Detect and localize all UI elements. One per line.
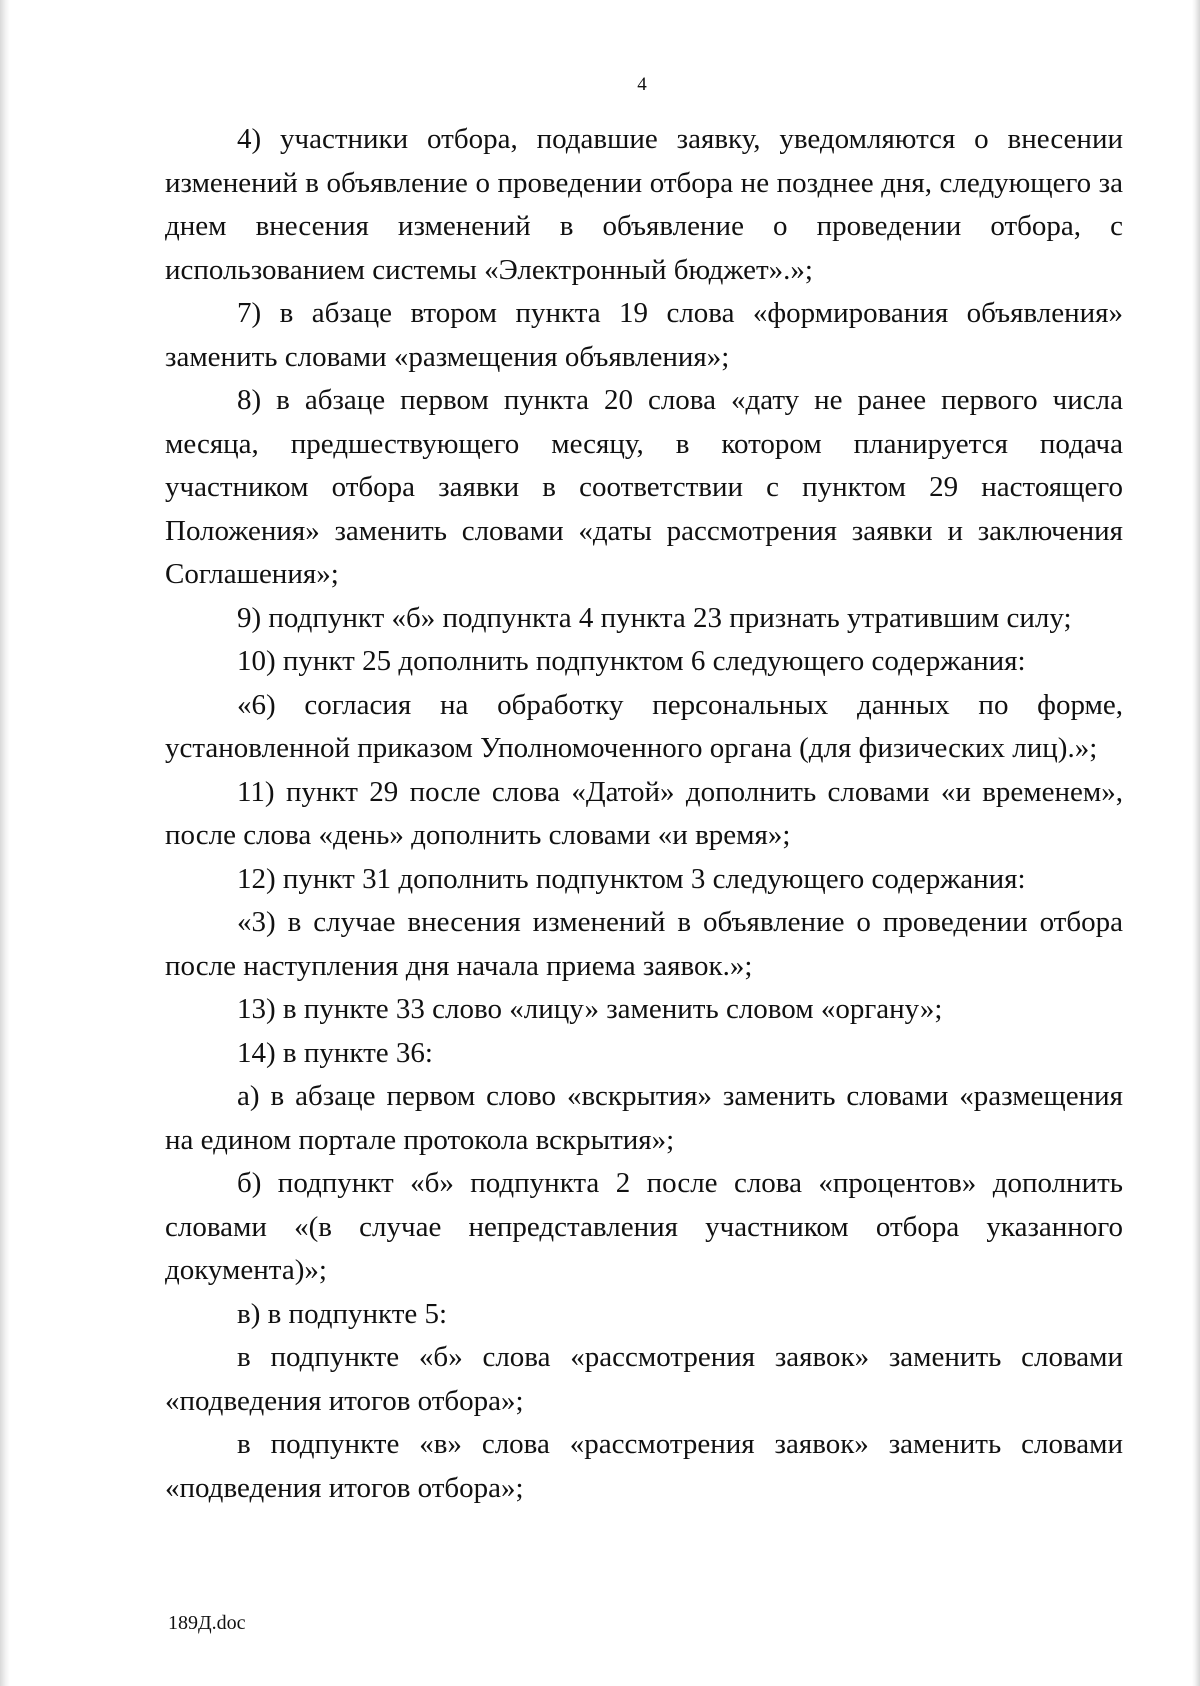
file-name-footer: 189Д.doc xyxy=(168,1612,246,1634)
paragraph-subitem-v-b: в подпункте «б» слова «рассмотрения заявок» заменить словами «подведения итогов отбора»; xyxy=(165,1341,1123,1417)
document-body xyxy=(165,118,1123,1510)
paragraph-subitem-6: «6) согласия на обработку персональных данных по форме, установленной приказом Уполномоченного органа (для физических лиц).»; xyxy=(165,688,1123,764)
paragraph-subitem-v: в) в подпункте 5: xyxy=(237,1297,448,1330)
paragraph-item-14: 14) в пункте 36: xyxy=(237,1036,433,1069)
paragraph-item-4: 4) участники отбора, подавшие заявку, уведомляются о внесении изменений в объявление о проведении отбора не позднее дня, следующего за днем внесения изменений в объявление о проведении отбора, с использованием системы «Электронный бюджет».»; xyxy=(165,123,1123,286)
paragraph-subitem-a: а) в абзаце первом слово «вскрытия» заменить словами «размещения на едином портале протокола вскрытия»; xyxy=(165,1080,1123,1156)
scan-right-edge xyxy=(1192,0,1200,1686)
paragraph-item-12: 12) пункт 31 дополнить подпунктом 3 следующего содержания: xyxy=(237,862,1026,895)
paragraph-item-10: 10) пункт 25 дополнить подпунктом 6 следующего содержания: xyxy=(237,645,1026,677)
paragraph-item-7: 7) в абзаце втором пункта 19 слова «формирования объявления» заменить словами «размещения объявления»; xyxy=(165,297,1123,373)
paragraph-subitem-3: «3) в случае внесения изменений в объявление о проведении отбора после наступления дня начала приема заявок.»; xyxy=(165,906,1123,982)
paragraph-subitem-b: б) подпункт «б» подпункта 2 после слова «процентов» дополнить словами «(в случае непредставления участником отбора указанного документа)»; xyxy=(165,1167,1123,1286)
scan-left-edge xyxy=(0,0,10,1686)
paragraph-item-13: 13) в пункте 33 слово «лицу» заменить словом «органу»; xyxy=(237,993,943,1025)
paragraph-item-11: 11) пункт 29 после слова «Датой» дополнить словами «и временем», после слова «день» дополнить словами «и время»; xyxy=(165,775,1123,851)
paragraph-item-8: 8) в абзаце первом пункта 20 слова «дату не ранее первого числа месяца, предшествующего месяцу, в котором планируется подача участником отбора заявки в соответствии с пунктом 29 настоящего Положения» заменить словами «даты рассмотрения заявки и заключения Соглашения»; xyxy=(165,384,1123,590)
page-number: 4 xyxy=(637,74,647,95)
paragraph-item-9: 9) подпункт «б» подпункта 4 пункта 23 признать утратившим силу; xyxy=(237,601,1072,634)
paragraph-subitem-v-v: в подпункте «в» слова «рассмотрения заявок» заменить словами «подведения итогов отбора»; xyxy=(165,1428,1123,1504)
